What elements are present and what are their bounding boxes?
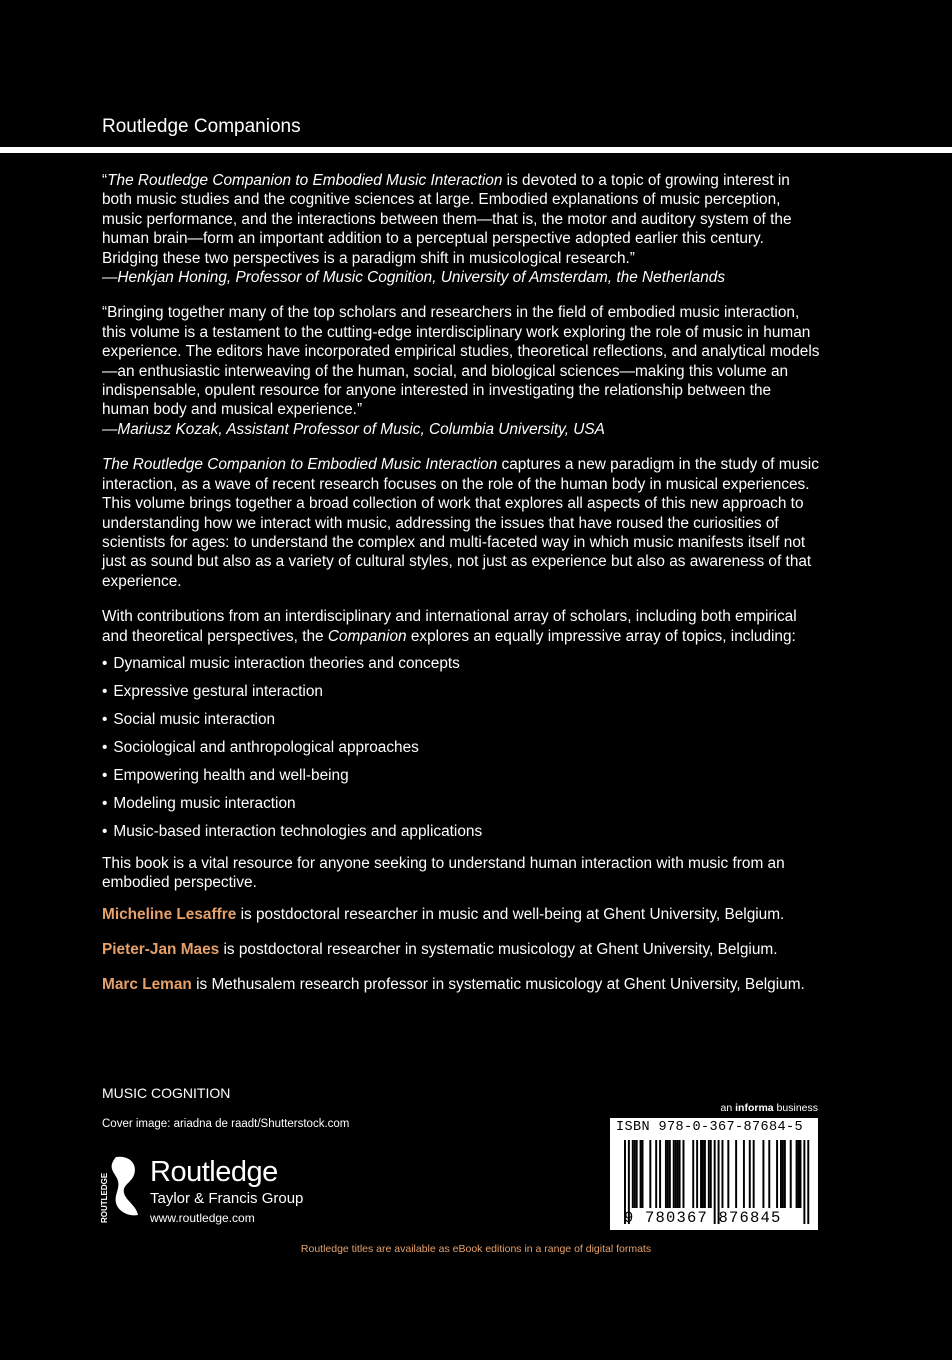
barcode-bar	[776, 1140, 778, 1208]
header-rule	[0, 147, 952, 153]
contributions-paragraph	[102, 607, 822, 646]
barcode-bar	[735, 1140, 737, 1208]
barcode-bar	[796, 1140, 798, 1208]
barcode-bar	[632, 1140, 634, 1208]
barcode-bar	[749, 1140, 751, 1208]
bullet-icon: •	[102, 823, 108, 841]
topic-label: Dynamical music interaction theories and concepts	[113, 654, 460, 672]
publisher-url: www.routledge.com	[150, 1211, 255, 1225]
isbn-label: ISBN 978-0-367-87684-5	[616, 1120, 804, 1135]
barcode-bar	[768, 1140, 770, 1208]
barcode-bar	[722, 1140, 724, 1208]
topic-label: Empowering health and well-being	[113, 767, 349, 785]
barcode-bar	[649, 1140, 651, 1208]
barcode-bar	[634, 1140, 636, 1208]
topic-label: Expressive gestural interaction	[113, 683, 323, 701]
bullet-icon: •	[102, 683, 108, 701]
barcode-bar	[704, 1140, 706, 1208]
list-item	[102, 794, 822, 813]
topic-label: Music-based interaction technologies and applications	[113, 823, 483, 841]
editor-bio	[102, 975, 822, 994]
quote-text: “Bringing together many of the top scholars and researchers in the field of embodied music interaction, this volume is a testament to the cutting-edge interdisciplinary work exploring the role of music in human experience. The editors have incorporated empirical studies, theoretical reflections, and analytical models—an enthusiastic interweaving of the human, social, and biological sciences—making this volume an indispensable, opulent resource for anyone interested in investigating the relationship between the human body and musical experience.”	[102, 304, 820, 419]
barcode-bar	[679, 1140, 681, 1208]
endorsement-quote-1	[102, 171, 822, 287]
barcode-bar	[762, 1140, 764, 1208]
barcode-bar	[692, 1140, 694, 1208]
description-book-title: The Routledge Companion to Embodied Music Interaction	[102, 456, 498, 474]
editor-name: Marc Leman	[102, 976, 192, 994]
barcode-bar	[743, 1140, 745, 1208]
isbn-barcode	[610, 1118, 818, 1230]
bullet-icon: •	[102, 795, 108, 813]
contributions-text-before: With contributions from an interdisciplinary and international array of scholars, including both empirical and theoretical perspectives, the	[102, 608, 797, 645]
barcode-bar	[790, 1140, 792, 1208]
publisher-brand: Routledge	[150, 1156, 278, 1188]
contributions-text-after: explores an equally impressive array of topics, including:	[406, 627, 796, 645]
closing-paragraph: This book is a vital resource for anyone seeking to understand human interaction with music from an embodied perspective.	[102, 854, 785, 892]
ebook-notice: Routledge titles are available as eBook editions in a range of digital formats	[300, 1243, 652, 1255]
list-item	[102, 710, 822, 729]
isbn-digits: 9 780367 876845	[624, 1209, 782, 1227]
informa-brand: informa	[735, 1102, 774, 1114]
barcode-bar	[710, 1140, 712, 1208]
list-item	[102, 682, 822, 701]
informa-business-label	[610, 1102, 818, 1114]
routledge-logo-icon	[98, 1155, 146, 1225]
barcode-bar	[655, 1140, 657, 1208]
editor-bio-text: is Methusalem research professor in systematic musicology at Ghent University, Belgium.	[191, 976, 805, 994]
editor-name: Pieter-Jan Maes	[102, 941, 220, 959]
barcode-bar	[673, 1140, 675, 1208]
bullet-icon: •	[102, 711, 108, 729]
barcode-bar	[665, 1140, 667, 1208]
barcode-bar	[642, 1140, 644, 1208]
informa-suffix: business	[773, 1102, 818, 1114]
barcode-bar	[669, 1140, 671, 1208]
book-description	[102, 455, 822, 591]
editor-name: Micheline Lesaffre	[102, 905, 237, 923]
quote-attribution: —Henkjan Honing, Professor of Music Cognition, University of Amsterdam, the Netherlands	[102, 269, 726, 287]
barcode-bar	[700, 1140, 702, 1208]
topic-label: Social music interaction	[113, 711, 276, 729]
topic-label: Modeling music interaction	[113, 795, 296, 813]
series-name: Routledge Companions	[102, 116, 301, 137]
publisher-logo	[98, 1155, 328, 1230]
barcode-bar	[696, 1140, 698, 1208]
back-cover-text	[102, 171, 822, 1011]
list-item	[102, 822, 822, 841]
list-item	[102, 766, 822, 785]
quote-open-mark: “	[102, 172, 108, 189]
barcode-bar	[702, 1140, 704, 1208]
barcode-bar	[803, 1140, 805, 1224]
barcode-bar	[807, 1140, 809, 1224]
barcode-bar	[784, 1140, 786, 1208]
bullet-icon: •	[102, 654, 108, 672]
barcode-bar	[636, 1140, 638, 1208]
list-item	[102, 654, 822, 673]
editor-bio-text: is postdoctoral researcher in systematic musicology at Ghent University, Belgium.	[219, 941, 778, 959]
subject-category: MUSIC COGNITION	[102, 1085, 231, 1101]
barcode-bar	[727, 1140, 729, 1208]
topic-label: Sociological and anthropological approaches	[113, 739, 419, 757]
barcode-bar	[800, 1140, 802, 1208]
editor-bio	[102, 905, 822, 924]
quote-book-title: The Routledge Companion to Embodied Music Interaction	[107, 172, 503, 189]
barcode-bar	[640, 1140, 642, 1208]
editor-bio	[102, 940, 822, 959]
logo-text	[150, 1155, 303, 1227]
barcode-bar	[782, 1140, 784, 1208]
logo-vertical-text: ROUTLEDGE	[100, 1172, 109, 1223]
barcode-bar	[753, 1140, 755, 1208]
informa-prefix: an	[720, 1102, 736, 1114]
quote-attribution: —Mariusz Kozak, Assistant Professor of Music, Columbia University, USA	[102, 420, 605, 438]
barcode-bar	[659, 1140, 661, 1208]
barcode-bar	[780, 1140, 782, 1208]
barcode-bar	[683, 1140, 685, 1208]
barcode-bar	[675, 1140, 677, 1208]
barcode-bar	[708, 1140, 710, 1208]
cover-credit: Cover image: ariadna de raadt/Shutterstock.com	[102, 1118, 350, 1130]
barcode-bar	[667, 1140, 669, 1208]
topics-list	[102, 654, 822, 842]
publisher-group: Taylor & Francis Group	[150, 1190, 304, 1207]
description-text: captures a new paradigm in the study of music interaction, as a wave of recent research focuses on the role of the human body in musical experiences. This volume brings together a broad collection of work that explores all aspects of this new approach to understanding how we interact with music, addressing the issues that have roused the curiosities of scientists for ages: to understand the complex and multi-faceted way in which music manifests itself not just as sound but also as a variety of cultural styles, not just as experience but also as awareness of that experience.	[102, 456, 819, 590]
barcode-bar	[798, 1140, 800, 1208]
editor-bio-text: is postdoctoral researcher in music and well-being at Ghent University, Belgium.	[236, 905, 785, 923]
contributions-companion: Companion	[327, 627, 407, 645]
list-item	[102, 738, 822, 757]
bullet-icon: •	[102, 739, 108, 757]
quote-text: is devoted to a topic of growing interest in both music studies and the cognitive sciences at large. Embodied explanations of music perception, music performance, and the interactions between them—that is, the motor and auditory system of the human brain—form an important addition to a perceptual perspective adopted earlier this century. Bridging these two perspectives is a paradigm shift in musicological research.”	[102, 172, 792, 267]
bullet-icon: •	[102, 767, 108, 785]
endorsement-quote-2	[102, 303, 822, 439]
barcode-bar	[677, 1140, 679, 1208]
